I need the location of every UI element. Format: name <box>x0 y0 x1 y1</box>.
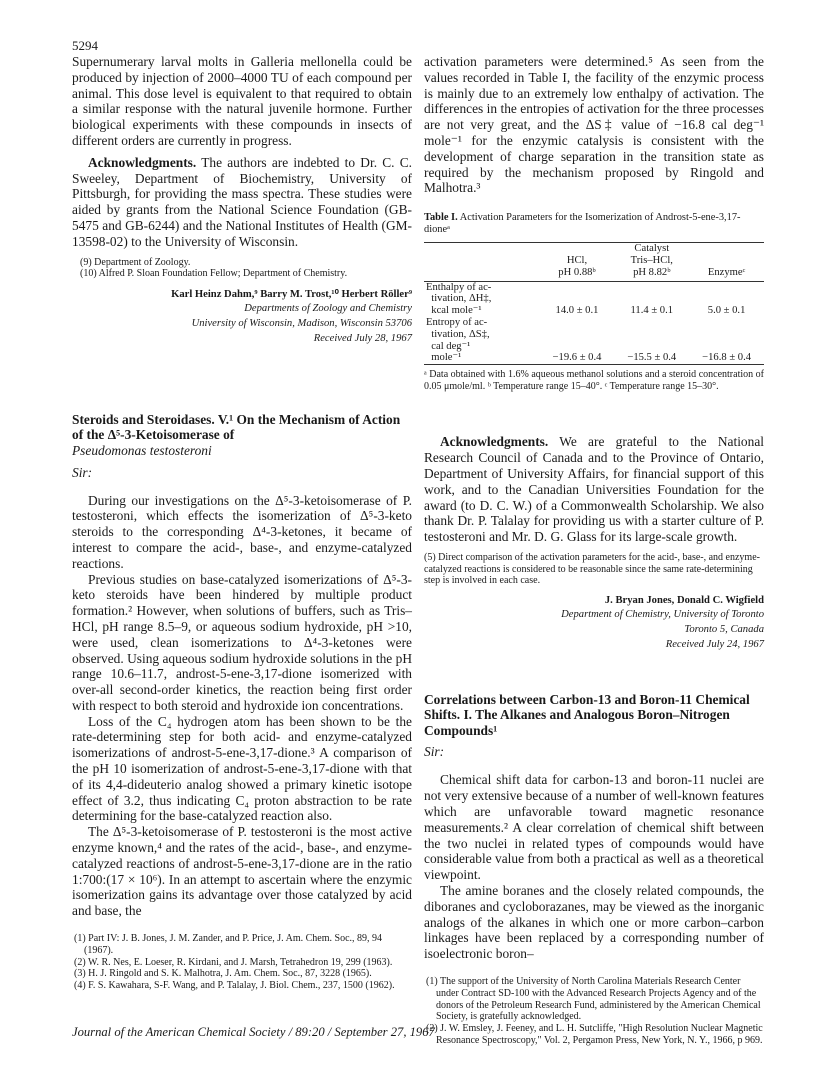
table-caption-text: Activation Parameters for the Isomerization of Androst-5-ene-3,17-dioneᵃ <box>424 212 741 236</box>
reference-item: (3) H. J. Ringold and S. K. Malhotra, J. Am. Chem. Soc., 87, 3228 (1965). <box>74 968 372 980</box>
references <box>72 933 412 992</box>
table-row-label: Enthalpy of ac- tivation, ΔH‡, kcal mole⁻¹ <box>426 281 492 317</box>
article-title: Correlations between Carbon-13 and Boron-11 Chemical Shifts. I. The Alkanes and Analogous Boron–Nitrogen Compounds¹ <box>424 691 750 738</box>
reference-item: (2) W. R. Nes, E. Loeser, R. Kirdani, and J. Marsh, Tetrahedron 19, 299 (1963). <box>74 956 393 968</box>
body-paragraph: Chemical shift data for carbon-13 and boron-11 nuclei are not very extensive because of a number of well-known features which are unfavorable toward magnetic resonance measurements.² A clear correlation of chemical shift between the two nuclei in related types of compounds would have considerable value from both a practical as well as a theoretical viewpoint. <box>424 772 764 883</box>
body-paragraph: Previous studies on base-catalyzed isomerizations of Δ⁵-3-keto steroids have been hindered by multiple product formation.² However, when solutions of buffers, such as Tris–HCl, pH range 8.5–9, or aqueous sodium hydroxide, pH >10, were used, clean isomerizations to Δ⁴-3-ketones were observed. Using aqueous sodium hydroxide solutions in the pH range 10.6–11.7, androst-5-ene-3,17-dione isomerized with over-all second-order kinetics, the reaction being first order with respect to both steroid and hydroxide ion concentrations. <box>72 571 412 713</box>
reference-item: (4) F. S. Kawahara, S-F. Wang, and P. Talalay, J. Biol. Chem., 237, 1500 (1962). <box>74 980 395 992</box>
table-footnotes: ᵃ Data obtained with 1.6% aqueous methanol solutions and a steroid concentration of 0.05 μmole/ml. ᵇ Temperature range 15–40°. ᶜ Temperature range 15–30°. <box>424 369 764 392</box>
footnote-5: (5) Direct comparison of the activation parameters for the acid-, base-, and enzyme-catalyzed reactions is considered to be reasonable since the same rate-determining step is involved in each case. <box>424 551 760 587</box>
body-paragraph: The amine boranes and the closely related compounds, the diboranes and cycloborazanes, may be viewed as the inorganic analogs of the alkanes in which one or more carbon–carbon linkages have been replaced by a corresponding number of isoelectronic boron– <box>424 883 764 962</box>
acknowledgments-paragraph <box>72 155 412 250</box>
reference-item: (2) J. W. Emsley, J. Feeney, and L. H. Sutcliffe, "High Resolution Nuclear Magnetic Resonance Spectroscopy," Vol. 2, Pergamon Press, New York, N. Y., 1966, p 969. <box>426 1023 763 1047</box>
table-row <box>424 281 764 317</box>
intro-paragraph: Supernumerary larval molts in Galleria mellonella could be produced by injection of 2000–4000 TU of each compound per animal. This dose level is equivalent to that required to obtain a similar response with the natural juvenile hormone. Further biological experiments with these compounds in insects of different orders are currently in progress. <box>72 54 412 148</box>
reference-item: (1) Part IV: J. B. Jones, J. M. Zander, and P. Price, J. Am. Chem. Soc., 89, 94 (1967). <box>74 933 383 956</box>
body-paragraph: During our investigations on the Δ⁵-3-ketoisomerase of P. testosteroni, which effects the isomerization of Δ⁵-3-keto steroids to the corresponding Δ⁴-3-ketones, it became of interest to compare the acid-, base-, and enzyme-catalyzed reactions. <box>72 492 412 571</box>
author-byline: J. Bryan Jones, Donald C. Wigfield <box>604 594 764 606</box>
left-column <box>72 54 412 992</box>
table-row <box>424 317 764 365</box>
author-byline: Karl Heinz Dahm,⁹ Barry M. Trost,¹⁰ Herbert Röller⁹ <box>171 288 412 300</box>
received-date: Received July 28, 1967 <box>313 332 412 344</box>
continuation-paragraph: activation parameters were determined.⁵ As seen from the values recorded in Table I, the facility of the enzymic process is mainly due to an extremely low enthalpy of activation. The differences in the entropies of activation for the three processes are not very great, and the ΔS‡ value of −16.8 cal deg⁻¹ mole⁻¹ for the enzymic catalysis is consistent with the development of charge separation in the transition state as required by the mechanism proposed by Ringold and Malhotra.³ <box>424 54 764 196</box>
table-cell: 14.0 ± 0.1 <box>555 305 599 317</box>
acknowledgments-heading: Acknowledgments. <box>440 434 549 450</box>
table-caption <box>424 212 764 236</box>
article-title-text: Steroids and Steroidases. V.¹ On the Mechanism of Action of the Δ⁵-3-Ketoisomerase of <box>72 411 401 443</box>
acknowledgments-text: We are grateful to the National Research Council of Canada and to the Province of Ontario, Department of University Affairs, for financial support of this work, and to the Canadian Universities Foundation for the award (to D. C. W.) of a Commonwealth Scholarship. We also thank Dr. P. Talalay for providing us with a starter culture of P. testosteroni and Mr. D. G. Glass for its large-scale growth. <box>424 434 764 545</box>
affiliation-line: Department of Chemistry, University of Toronto <box>561 608 764 620</box>
table-header-cell <box>424 243 540 281</box>
affiliation-line: Departments of Zoology and Chemistry <box>244 302 412 314</box>
table-cell: −19.6 ± 0.4 <box>552 352 602 364</box>
journal-footer: Journal of the American Chemical Society / 89:20 / September 27, 1967 <box>72 1025 435 1039</box>
table-header-row <box>424 243 764 281</box>
references <box>424 976 764 1047</box>
table-label: Table I. <box>424 212 458 224</box>
affiliation-line: Toronto 5, Canada <box>684 624 764 636</box>
table-header-cell: Catalyst Tris–HCl, pH 8.82ᵇ <box>630 243 673 278</box>
table-cell: 5.0 ± 0.1 <box>707 305 746 317</box>
body-paragraph: The Δ⁵-3-ketoisomerase of P. testosteroni is the most active enzyme known,⁴ and the rates of the acid-, base-, and enzyme-catalyzed reactions of androst-5-ene-3,17-dione are in the ratio 1:700:(17 × 10⁶). In an attempt to ascertain where the enzymic isomerization gains its advantage over those catalyzed by acid and base, the <box>72 824 412 919</box>
table-header-cell: Enzymeᶜ <box>707 266 746 278</box>
note-item: (9) Department of Zoology. <box>80 256 191 268</box>
table-cell: −16.8 ± 0.4 <box>702 352 752 364</box>
reference-item: (1) The support of the University of North Carolina Materials Research Center under Contract SD-100 with the Advanced Research Projects Agency and of the donors of the Petroleum Research Fund, administered by the American Chemical Society, is gratefully acknowledged. <box>426 976 761 1023</box>
note-item: (10) Alfred P. Sloan Foundation Fellow; Department of Chemistry. <box>80 268 348 280</box>
right-column <box>424 54 764 1047</box>
body-paragraph: Loss of the C₄ hydrogen atom has been shown to be the rate-determining step for both acid- and enzyme-catalyzed isomerizations of androst-5-ene-3,17-dione.³ A comparison of the pH 10 isomerization of androst-5-ene-3,17-dione with that of its 4,4-dideuterio analog showed a primary kinetic isotope effect of 3.2, thus indicating C₄ proton abstraction to be rate determining for the base-catalyzed reaction also. <box>72 713 412 824</box>
activation-parameters-table <box>424 242 764 365</box>
salutation: Sir: <box>424 744 445 760</box>
table-cell: −15.5 ± 0.4 <box>627 352 677 364</box>
acknowledgments-text: The authors are indebted to Dr. C. C. Sweeley, Department of Biochemistry, University of Pittsburgh, for providing the mass spectra. These studies were aided by grants from the National Science Foundation (GB-5475 and GB-6244) and the National Institutes of Health (GM-13598-02) to the University of Wisconsin. <box>72 154 412 249</box>
article-subtitle: Pseudomonas testosteroni <box>72 442 212 458</box>
salutation: Sir: <box>72 464 93 480</box>
affiliation-line: University of Wisconsin, Madison, Wisconsin 53706 <box>191 318 412 330</box>
table-header-cell: HCl, pH 0.88ᵇ <box>558 254 596 278</box>
acknowledgments-paragraph <box>424 434 764 545</box>
table-cell: 11.4 ± 0.1 <box>630 305 674 317</box>
acknowledgments-heading: Acknowledgments. <box>88 154 197 170</box>
table-row-label: Entropy of ac- tivation, ΔS‡, cal deg⁻¹ mole⁻¹ <box>426 316 490 364</box>
page-number: 5294 <box>72 38 98 53</box>
received-date: Received July 24, 1967 <box>665 638 764 650</box>
affiliation-notes <box>72 257 412 280</box>
article-title <box>72 412 412 459</box>
